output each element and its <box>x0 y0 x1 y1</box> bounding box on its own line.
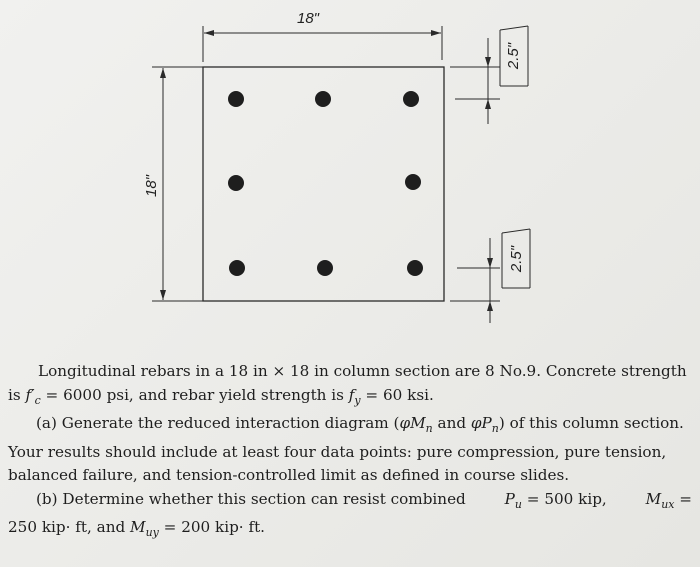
height-dimension <box>143 67 203 301</box>
rebar <box>228 175 244 191</box>
line3-part-a: (a) Generate the reduced interaction diagram ( <box>36 414 400 433</box>
cover-bottom-dimension <box>450 229 530 323</box>
width-dimension <box>203 10 442 62</box>
fc-symbol <box>25 385 41 407</box>
mux-text: M <box>645 489 662 508</box>
phi-pn-sub: n <box>491 422 499 436</box>
rebar <box>403 91 419 107</box>
pu-text: P <box>504 489 515 508</box>
phi-pn-symbol <box>470 414 499 436</box>
cover-bottom-label: 2.5" <box>508 245 525 273</box>
problem-line-6 <box>8 488 692 517</box>
rebar <box>407 260 423 276</box>
problem-line-4 <box>8 441 692 465</box>
phi-pn-text: φP <box>470 414 492 433</box>
line2-part-b: = 6000 psi, and rebar yield strength is <box>40 385 349 404</box>
rebar <box>228 91 244 107</box>
phi-mn-text: φM <box>399 414 426 433</box>
problem-statement <box>8 360 692 545</box>
phi-mn-symbol <box>399 414 433 436</box>
problem-line-2 <box>8 384 692 413</box>
muy-sub: uy <box>145 526 159 540</box>
cover-top-label: 2.5" <box>505 42 522 70</box>
fy-sub: y <box>354 393 361 407</box>
line6-part-b: = 500 kip, <box>521 489 607 508</box>
problem-line-3 <box>8 412 692 441</box>
problem-line-4-text: Your results should include at least four data points: pure compression, pure tension, <box>8 442 667 461</box>
rebar <box>229 260 245 276</box>
line2-part-c: = 60 ksi. <box>360 385 434 404</box>
line6-pu <box>505 488 607 517</box>
line3-part-c: ) of this column section. <box>498 414 684 433</box>
width-label: 18" <box>296 10 320 27</box>
pu-sub: u <box>514 497 522 511</box>
problem-line-5-text: balanced failure, and tension-controlled limit as defined in course slides. <box>8 466 570 485</box>
line6-mux <box>646 488 692 517</box>
problem-line-1 <box>8 360 692 384</box>
problem-line-1-text: Longitudinal rebars in a 18 in × 18 in column section are 8 No.9. Concrete strength <box>38 362 687 380</box>
rebar-group <box>228 91 423 276</box>
muy-symbol <box>130 518 159 540</box>
line7-part-b: = 200 kip· ft. <box>158 518 266 537</box>
fy-symbol <box>348 385 361 407</box>
problem-line-7 <box>8 516 692 545</box>
mux-sub: ux <box>661 497 675 511</box>
rebar <box>405 174 421 190</box>
fy-text: f <box>348 385 355 404</box>
phi-mn-sub: n <box>425 422 433 436</box>
fc-sub: c <box>34 393 41 407</box>
pu-symbol <box>504 489 522 511</box>
muy-text: M <box>130 518 146 537</box>
mux-symbol <box>645 489 675 511</box>
rebar <box>315 91 331 107</box>
line6-part-c: = <box>674 489 692 508</box>
line7-part-a: 250 kip· ft, and <box>8 518 131 537</box>
line3-part-b: and <box>432 414 471 433</box>
height-label: 18" <box>143 174 160 198</box>
cover-top-dimension <box>450 26 528 124</box>
line6-part-a: (b) Determine whether this section can resist combined <box>36 489 466 508</box>
problem-line-5 <box>8 464 692 488</box>
line2-part-a: is <box>8 385 26 404</box>
rebar <box>317 260 333 276</box>
fc-text: f′ <box>25 385 35 404</box>
